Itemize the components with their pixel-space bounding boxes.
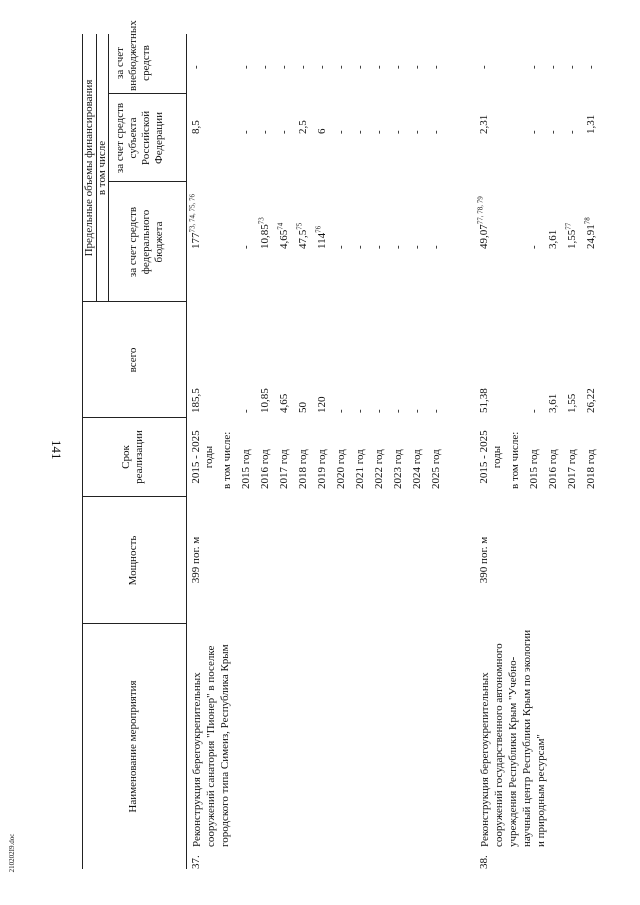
row-federal [240,179,253,249]
row-federal [430,179,443,249]
row-offbudget: - [585,65,597,69]
header-period: Срок реализации [120,430,145,484]
row-number: 37. [190,855,202,869]
row-period: 2015 год [240,449,252,489]
financing-table [82,20,602,869]
row-subject: - [392,130,404,134]
row-federal [478,179,491,249]
row-offbudget: - [478,65,490,69]
header-federal: за счет средств федерального бюджета [127,206,165,278]
file-name: 210202I9.doc [8,833,16,873]
header-offbudget: за счет внебюджетных средств [114,20,152,91]
federal-value: 24,91 [585,224,597,249]
federal-value: 177 [190,232,202,249]
row-period: 2019 год [316,449,328,489]
federal-footnote: 74 [276,222,285,230]
federal-value: - [335,245,347,249]
row-total: 26,22 [585,388,597,413]
row-offbudget: - [430,65,442,69]
header-limits: Предельные объемы финансирования [83,79,95,257]
row-period: в том числе: [509,431,521,489]
row-capacity: 399 пог. м [190,536,202,584]
row-federal [278,179,291,249]
row-federal [259,179,272,249]
row-offbudget: - [190,65,202,69]
row-period: 2016 год [259,449,271,489]
row-total: 3,61 [547,393,559,413]
federal-value: - [392,245,404,249]
row-period: 2015 - 2025 годы [190,430,215,484]
row-offbudget: - [335,65,347,69]
row-period: 2023 год [392,449,404,489]
row-subject: - [335,130,347,134]
row-period: 2018 год [585,449,597,489]
federal-value: - [430,245,442,249]
row-total: - [335,409,347,413]
header-total: всего [127,347,139,373]
row-subject: 1,31 [585,114,597,134]
federal-value: - [240,245,252,249]
row-federal [373,179,386,249]
header-capacity: Мощность [127,535,139,586]
row-period: 2025 год [430,449,442,489]
row-federal [585,179,598,249]
row-offbudget: - [547,65,559,69]
federal-value: 47,5 [297,229,309,249]
row-federal [547,179,560,249]
row-total: - [528,409,540,413]
row-offbudget: - [354,65,366,69]
row-federal [297,179,310,249]
row-subject: - [411,130,423,134]
federal-footnote: 77 [564,222,573,230]
row-subject: - [566,130,578,134]
row-subject: 8,5 [190,120,202,134]
rule-header-bottom [186,34,187,869]
page-number: 141 [49,440,64,460]
row-number: 38. [478,855,490,869]
federal-value: 10,85 [259,224,271,249]
row-subject: 2,5 [297,120,309,134]
row-period: 2022 год [373,449,385,489]
row-offbudget: - [411,65,423,69]
row-offbudget: - [566,65,578,69]
federal-footnote: 75 [295,222,304,230]
row-name: Реконструкция берегоукрепительных сооружений санатория "Пионер" в поселке городского типа Симеиз, Республика Крым [191,644,231,847]
row-period: 2017 год [566,449,578,489]
row-federal [411,179,424,249]
row-subject: - [373,130,385,134]
row-federal [354,179,367,249]
row-period: 2015 - 2025 годы [478,430,503,484]
federal-footnote: 77, 78, 79 [476,196,485,225]
row-federal [190,179,203,249]
row-total: 185,5 [190,388,202,413]
header-incl: в том числе [96,140,108,196]
row-subject: - [278,130,290,134]
row-federal [528,179,541,249]
row-total: 1,55 [566,393,578,413]
federal-value: - [528,245,540,249]
row-total: - [373,409,385,413]
row-total: - [392,409,404,413]
row-subject: - [259,130,271,134]
row-subject: - [547,130,559,134]
row-offbudget: - [316,65,328,69]
header-subject: за счет средств субъекта Российской Федерации [114,102,165,174]
federal-value: - [411,245,423,249]
row-federal [316,179,329,249]
row-federal [566,179,579,249]
row-subject: - [240,130,252,134]
row-total: 4,65 [278,393,290,413]
row-period: в том числе: [221,431,233,489]
row-name: Реконструкция берегоукрепительных сооружений государственного автономного учреждения Республики Крым "Учебно-научный центр Республики Крым по экологии и природным ресурсам" [479,629,547,847]
row-period: 2020 год [335,449,347,489]
rule-col-6 [108,93,186,94]
row-total: - [411,409,423,413]
federal-value: - [373,245,385,249]
federal-value: 114 [316,232,328,249]
row-total: 120 [316,396,328,413]
rule-col-5 [108,181,186,182]
row-period: 2015 год [528,449,540,489]
federal-value: 49,07 [478,224,490,249]
federal-value: - [354,245,366,249]
row-period: 2016 год [547,449,559,489]
federal-value: 3,61 [547,229,559,249]
row-offbudget: - [240,65,252,69]
federal-value: 4,65 [278,229,290,249]
row-total: - [240,409,252,413]
row-total: 51,38 [478,388,490,413]
row-subject: - [354,130,366,134]
row-offbudget: - [297,65,309,69]
federal-value: 1,55 [566,229,578,249]
row-period: 2024 год [411,449,423,489]
row-federal [335,179,348,249]
row-subject: - [528,130,540,134]
federal-footnote: 73, 74, 75, 76 [188,194,197,233]
row-offbudget: - [528,65,540,69]
row-capacity: 390 пог. м [478,536,490,584]
row-offbudget: - [392,65,404,69]
row-period: 2018 год [297,449,309,489]
federal-footnote: 76 [314,225,323,233]
row-total: - [430,409,442,413]
row-offbudget: - [278,65,290,69]
federal-footnote: 78 [583,217,592,225]
row-subject: - [430,130,442,134]
row-subject: 2,31 [478,114,490,134]
federal-footnote: 73 [257,217,266,225]
row-total: - [354,409,366,413]
header-name: Наименование мероприятия [127,680,139,813]
row-offbudget: - [259,65,271,69]
rotated-table-body [82,20,602,869]
row-total: 50 [297,402,309,413]
row-total: 10,85 [259,388,271,413]
row-period: 2021 год [354,449,366,489]
row-offbudget: - [373,65,385,69]
row-federal [392,179,405,249]
row-period: 2017 год [278,449,290,489]
row-subject: 6 [316,128,328,134]
